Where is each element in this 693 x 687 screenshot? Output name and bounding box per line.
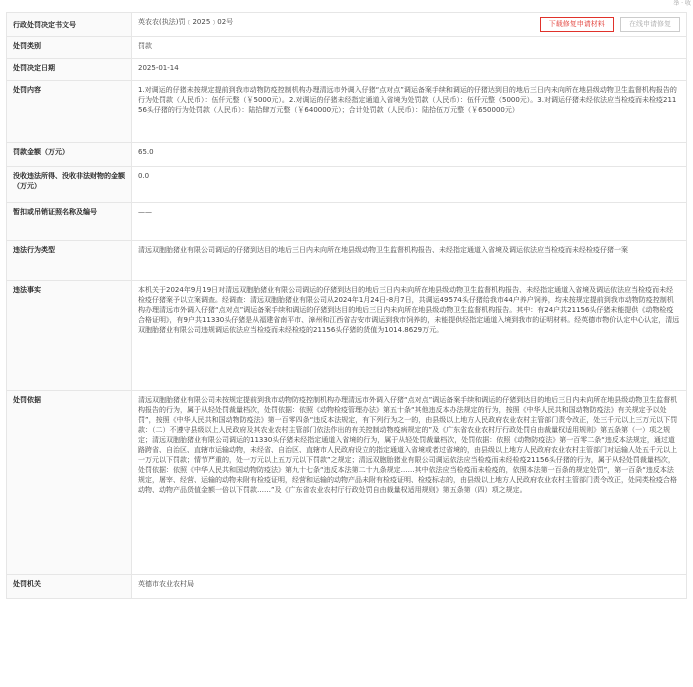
row-confiscation (7, 167, 687, 203)
action-buttons (536, 17, 680, 32)
value-amount: 65.0 (132, 143, 687, 167)
value-authority: 英德市农业农村局 (132, 575, 687, 599)
value-confiscation: 0.0 (132, 167, 687, 203)
row-license (7, 203, 687, 241)
row-facts (7, 281, 687, 391)
value-date: 2025-01-14 (132, 59, 687, 81)
label-license: 暂扣或吊销证照名称及编号 (7, 203, 132, 241)
value-content: 1.对调运的仔猪未按规定提前到我市动物防疫控制机构办理清远市外调入仔猪“点对点”调运备案手续和调运的仔猪达到目的地后三日内未向所在地县级动物卫生监督机构报告的行为处罚款（人民币）：伍仟元整（￥5000元）。2.对调运的仔猪未经指定通道入省境为处罚款（人民币）：伍仟元整（5000元）。3.对调运仔猪未经依法应当检疫而未检疫21156头仔猪的行为处罚款（人民币）：陆拾肆万元整（￥640000元）；合计处罚款（人民币）：陆拾伍万元整（￥650000元） (132, 81, 687, 143)
row-amount (7, 143, 687, 167)
row-authority (7, 575, 687, 599)
value-facts: 本机关于2024年9月19日对清远双胞胎猪业有限公司调运的仔猪到达目的地后三日内未向所在地县级动物卫生监督机构报告、未经指定通道入省境及调运依法应当检疫而未经检疫仔猪案予以立案调查。经调查：清远双胞胎猪业有限公司从2024年1月24日-8月7日，共调运49574头仔猪给我市44户养户饲养，均未按规定提前到我市动物防疫控制机构办理清远市外调入仔猪“点对点”调运备案手续和调运的仔猪到达目的地后三日内未向所在地县级动物卫生监督机构报告。其中：有24户共21156头仔猪未能提供《动物检疫合格证明》，有9户共11330头仔猪是从福建省南平市、漳州和江西省吉安市调运到我市饲养的，未能提供经指定通道入境到我市的证明材料。经英德市物价认定中心认定，清远双胞胎猪业有限公司违规调运依法应当检疫而未经检疫的21156头仔猪的货值为1014.8629万元。 (132, 281, 687, 391)
row-date (7, 59, 687, 81)
row-category (7, 37, 687, 59)
label-amount: 罚款金额（万元） (7, 143, 132, 167)
online-repair-button[interactable]: 在线申请修复 (620, 17, 680, 32)
corner-text: 举 · 收 (673, 0, 691, 7)
label-basis: 处罚依据 (7, 391, 132, 575)
label-authority: 处罚机关 (7, 575, 132, 599)
row-content (7, 81, 687, 143)
label-decision-no: 行政处罚决定书文号 (7, 13, 132, 37)
value-license: —— (132, 203, 687, 241)
value-violation-type: 清远双胞胎猪业有限公司调运的仔猪到达目的地后三日内未向所在地县级动物卫生监督机构报告、未经指定通道入省境及调运依法应当检疫而未经检疫仔猪一案 (132, 241, 687, 281)
row-decision-no (7, 13, 687, 37)
value-basis: 清远双胞胎猪业有限公司未按规定提前到我市动物防疫控制机构办理清远市外调入仔猪“点对点”调运备案手续和调运的仔猪到达目的地后三日内未向所在地县级动物卫生监督机构报告的行为，属于从轻处罚裁量档次，处罚依据：依照《动物检疫管理办法》第五十条“其他违反本办法规定的行为，按照《中华人民共和国动物防疫法》有关规定予以处罚”，按照《中华人民共和国动物防疫法》第一百零四条“违反本法规定，有下列行为之一的，由县级以上地方人民政府农业农村主管部门责令改正，处三千元以上三万元以下罚款：（二）不遵守县级以上人民政府及其农业农村主管部门依法作出的有关控制动物疫病规定的”及《广东省农业农村厅行政处罚自由裁量权适用规则》第五条第（一）项之规定；清远双胞胎猪业有限公司调运的11330头仔猪未经指定通道入省境的行为，属于从轻处罚裁量档次，处罚依据：依照《动物防疫法》第一百零二条“违反本法规定，通过道路跨省、自治区、直辖市运输动物，未经省、自治区、直辖市人民政府设立的指定通道入省境或者过省境的，由县级以上地方人民政府农业农村主管部门对运输人处五千元以上一万元以下罚款；情节严重的，处一万元以上五万元以下罚款”之规定；清远双胞胎猪业有限公司调运依法应当检疫而未经检疫21156头仔猪的行为，属于从轻处罚裁量档次，处罚依据：依照《中华人民共和国动物防疫法》第九十七条“违反本法第二十九条规定……其中依法应当检疫而未检疫的，依照本法第一百条的规定处罚”，第一百条“违反本法规定，屠宰、经营、运输的动物未附有检疫证明，经营和运输的动物产品未附有检疫证明、检疫标志的，由县级以上地方人民政府农业农村主管部门责令改正，处同类检疫合格动物、动物产品货值金额一倍以下罚款……”及《广东省农业农村厅行政处罚自由裁量权适用规则》第五条第（四）项之规定。 (132, 391, 687, 575)
label-confiscation: 没收违法所得、没收非法财物的金额（万元） (7, 167, 132, 203)
value-category: 罚款 (132, 37, 687, 59)
label-content: 处罚内容 (7, 81, 132, 143)
penalty-table (6, 12, 687, 599)
row-basis (7, 391, 687, 575)
label-facts: 违法事实 (7, 281, 132, 391)
label-violation-type: 违法行为类型 (7, 241, 132, 281)
value-decision-no: 英农农(执法)罚﹝2025﹞02号 (138, 18, 234, 26)
download-repair-materials-button[interactable]: 下载修复申请材料 (540, 17, 614, 32)
label-category: 处罚类别 (7, 37, 132, 59)
row-violation-type (7, 241, 687, 281)
label-date: 处罚决定日期 (7, 59, 132, 81)
